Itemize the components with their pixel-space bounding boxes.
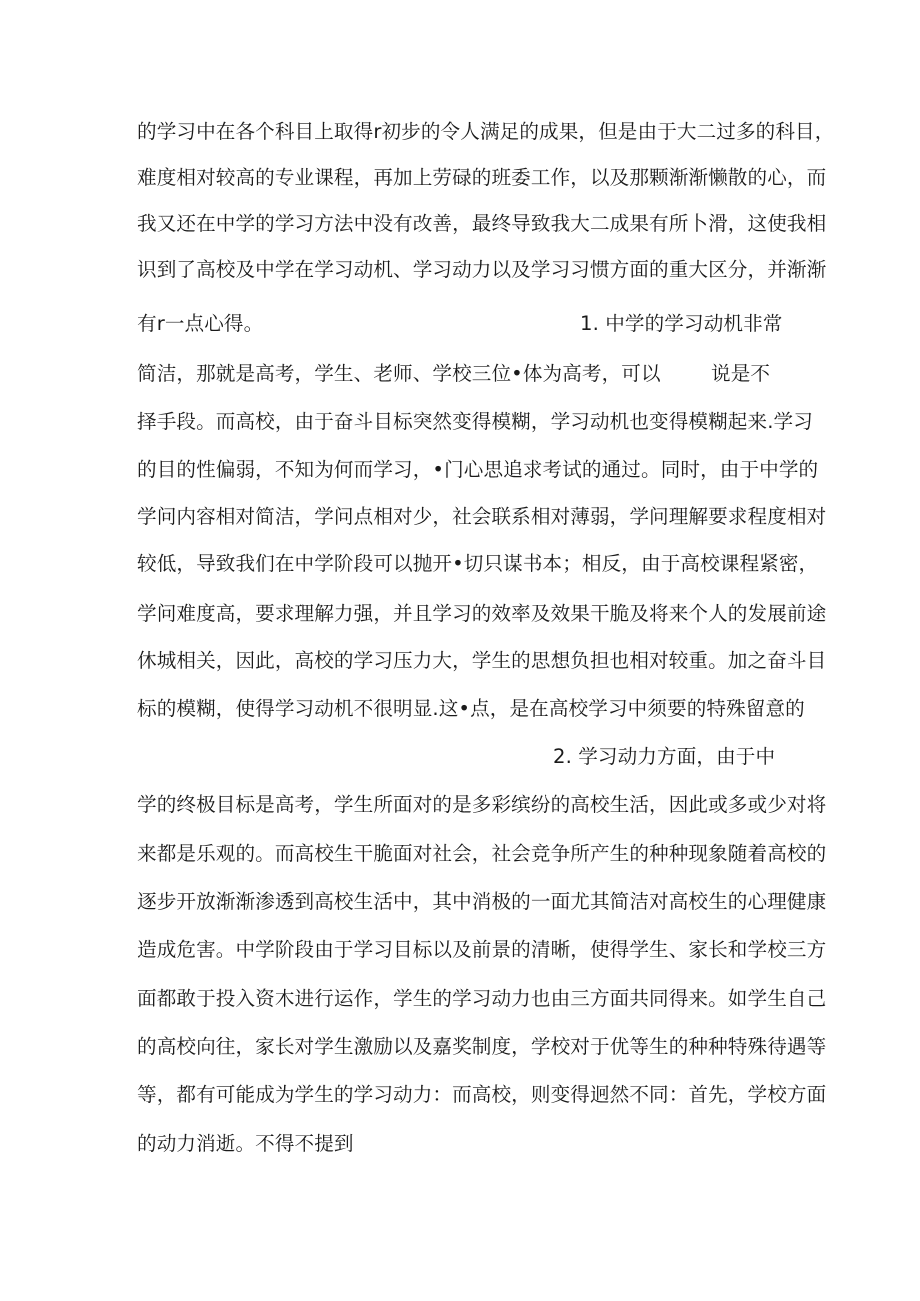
text-line-12: 休城相关，因此，高校的学习压力大，学生的思想负担也相对较重。加之奋斗目 xyxy=(137,649,827,672)
text-line-6-tail: 说是不 xyxy=(711,362,771,385)
text-line-20: 的高校向往，家长对学生激励以及嘉奖制度，学校对于优等生的种种特殊待遇等 xyxy=(137,1035,827,1058)
text-line-17: 逐步开放渐渐渗透到高校生活中，其中消极的一面尤其简洁对高校生的心理健康 xyxy=(137,890,827,913)
text-line-8: 的目的性偏弱，不知为何而学习，•门心思追求考试的通过。同时，由于中学的 xyxy=(137,458,819,481)
text-line-6 xyxy=(137,356,787,392)
text-line-3: 我又还在中学的学习方法中没有改善，最终导致我大二成果有所卜滑，这使我相 xyxy=(137,212,827,235)
text-line-14 xyxy=(137,739,787,775)
text-line-9: 学问内容相对简洁，学问点相对少，社会联系相对薄弱，学问理解要求程度相对 xyxy=(137,505,827,528)
text-line-6-start: 简洁，那就是高考，学生、老师、学校三位•体为高考，可以 xyxy=(137,362,661,385)
text-line-15: 学的终极目标是高考，学生所面对的是多彩缤纷的高校生活，因此或多或少对将 xyxy=(137,793,827,816)
section-heading-2: 2. 学习动力方面，由于中 xyxy=(553,745,776,768)
text-line-22: 的动力消逝。不得不提到 xyxy=(137,1132,354,1155)
text-line-5-start: 有r一点心得。 xyxy=(137,312,264,335)
text-line-13: 标的模糊，使得学习动机不很明显.这•点，是在高校学习中须要的特殊留意的 xyxy=(137,697,805,720)
text-line-1: 的学习中在各个科目上取得r初步的令人满足的成果，但是由于大二过多的科目， xyxy=(137,120,835,143)
text-line-5 xyxy=(137,306,787,342)
text-line-16: 来都是乐观的。而高校生干脆面对社会，社会竞争所产生的种种现象随着高校的 xyxy=(137,842,827,865)
text-line-2: 难度相对较高的专业课程，再加上劳碌的班委工作，以及那颗渐渐懒散的心，而 xyxy=(137,166,827,189)
text-line-4: 识到了高校及中学在学习动机、学习动力以及学习习惯方面的重大区分，并渐渐 xyxy=(137,258,827,281)
section-heading-1: 1. 中学的学习动机非常 xyxy=(580,312,783,335)
text-line-18: 造成危害。中学阶段由于学习目标以及前景的清晰，使得学生、家长和学校三方 xyxy=(137,938,827,961)
text-line-11: 学问难度高，要求理解力强，并且学习的效率及效果干脆及将来个人的发展前途 xyxy=(137,602,827,625)
text-line-10: 较低，导致我们在中学阶段可以抛开•切只谋书本；相反，由于高校课程紧密， xyxy=(137,552,819,575)
text-line-21: 等，都有可能成为学生的学习动力：而高校，则变得迥然不同：首先，学校方面 xyxy=(137,1083,827,1106)
text-line-19: 面都敢于投入资木进行运作，学生的学习动力也由三方面共同得来。如学生自己 xyxy=(137,987,827,1010)
text-line-7: 择手段。而高校，由于奋斗目标突然变得模糊，学习动机也变得模糊起来.学习 xyxy=(137,410,813,433)
